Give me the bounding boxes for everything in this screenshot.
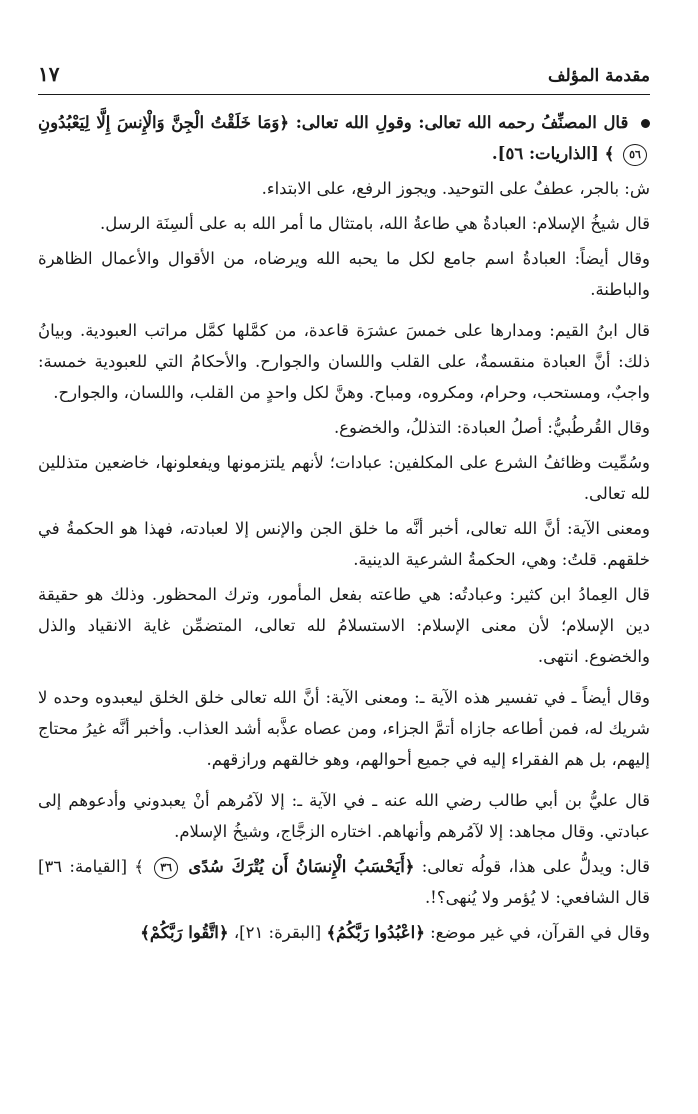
section-title: مقدمة المؤلف: [547, 66, 650, 86]
commentary-paragraph: وقال القُرطُبيُّ: أصلُ العبادة: التذللُ، والخضوع.: [333, 418, 650, 437]
commentary-paragraph: وسُمِّيت وظائفُ الشرع على المكلفين: عبادات؛ لأنهم يلتزمونها ويفعلونها، خاضعين متذللين لله تعالى.: [38, 453, 650, 503]
matn-lead: قال المصنِّفُ رحمه الله تعالى: وقولِ الله تعالى:: [295, 113, 629, 132]
quran-verse: ﴿اتَّقُوا رَبَّكُمْ﴾: [140, 923, 229, 942]
commentary-paragraph: ومعنى الآية: أنَّ الله تعالى، أخبر أنَّه ما خلق الجن والإنس إلا لعبادته، فهذا هو الحكمةُ في خلقهم. قلتُ: وهي، الحكمةُ الشرعية الدينية.: [38, 519, 650, 569]
commentary-paragraph: [38, 851, 650, 913]
commentary-paragraph: قال عليُّ بن أبي طالب رضي الله عنه ـ في الآية ـ: إلا لآمُرهم أنْ يعبدوني وأدعوهم إلى عبادتي. وقال مجاهد: إلا لآمُرهم وأنهاهم. اختاره الزجَّاج، وشيخُ الإسلام.: [38, 791, 650, 841]
running-head: [38, 62, 650, 92]
bullet-icon: [641, 119, 650, 128]
quran-verse: ﴿وَمَا خَلَقْتُ الْجِنَّ وَالْإِنسَ إِلَّا لِيَعْبُدُونِ: [38, 113, 290, 132]
page-number: ١٧: [38, 62, 60, 86]
quran-verse: ﴿اعْبُدُوا رَبَّكُمُ﴾: [326, 923, 425, 942]
verse-reference: ﴾ [الذاريات: ٥٦].: [491, 144, 615, 163]
ayah-number-icon: ٣٦: [154, 857, 178, 879]
commentary-paragraph: وقال أيضاً ـ في تفسير هذه الآية ـ: ومعنى الآية: أنَّ الله تعالى خلق الخلق ليعبدوه وحده لا شريك له، فمن أطاعه جازاه أتمَّ الجزاء، ومن عصاه عذَّبه أشد العذاب. وأخبر أنَّه غيرُ محتاج إليهم، بل هم الفقراء إليه في جميع أحوالهم، وهو خالقهم ورازقهم.: [38, 688, 650, 769]
commentary-paragraph: قال العِمادُ ابن كثير: وعبادتُه: هي طاعته بفعل المأمور، وترك المحظور. وذلك هو حقيقة دين الإسلام؛ لأن معنى الإسلام: الاستسلامُ لله تعالى، المتضمِّن غاية الانقياد والذل والخضوع. انتهى.: [38, 585, 650, 666]
commentary-lead: وقال في القرآن، في غير موضع:: [430, 923, 650, 942]
commentary-paragraph: ش: بالجر، عطفٌ على التوحيد. ويجوز الرفع، على الابتداء.: [261, 179, 650, 198]
commentary-paragraph: [38, 917, 650, 948]
book-page: [38, 62, 650, 952]
verse-reference: [البقرة: ٢١]،: [233, 923, 322, 942]
commentary-paragraph: وقال أيضاً: العبادةُ اسم جامع لكل ما يحبه الله ويرضاه، من الأقوال والأعمال الظاهرة والباطنة.: [38, 249, 650, 299]
commentary-paragraph: قال ابنُ القيم: ومدارها على خمسَ عشرَة قاعدة، من كمَّلها كمَّل مراتب العبودية. وبيانُ ذلك: أنَّ العبادة منقسمةٌ، على القلب واللسان والجوارح. والأحكامُ التي للعبودية خمسة: واجبٌ، ومستحب، وحرام، ومكروه، ومباح. وهنَّ لكل واحدٍ من القلب، واللسان، والجوارح.: [38, 321, 650, 402]
header-rule: [38, 94, 650, 95]
quran-verse: ﴿أَيَحْسَبُ الْإِنسَانُ أَن يُتْرَكَ سُدًى: [188, 857, 415, 876]
ayah-number-icon: ٥٦: [623, 144, 647, 166]
matn-paragraph: [38, 107, 650, 169]
verse-reference: ﴾ [القيامة: ٣٦] قال الشافعي: لا يُؤمر ولا يُنهى؟!.: [38, 857, 650, 907]
commentary-lead: قال: ويدلُّ على هذا، قولُه تعالى:: [421, 857, 650, 876]
commentary-paragraph: قال شيخُ الإسلام: العبادةُ هي طاعةُ الله، بامتثال ما أمر الله به على ألسِنَة الرسل.: [99, 214, 650, 233]
